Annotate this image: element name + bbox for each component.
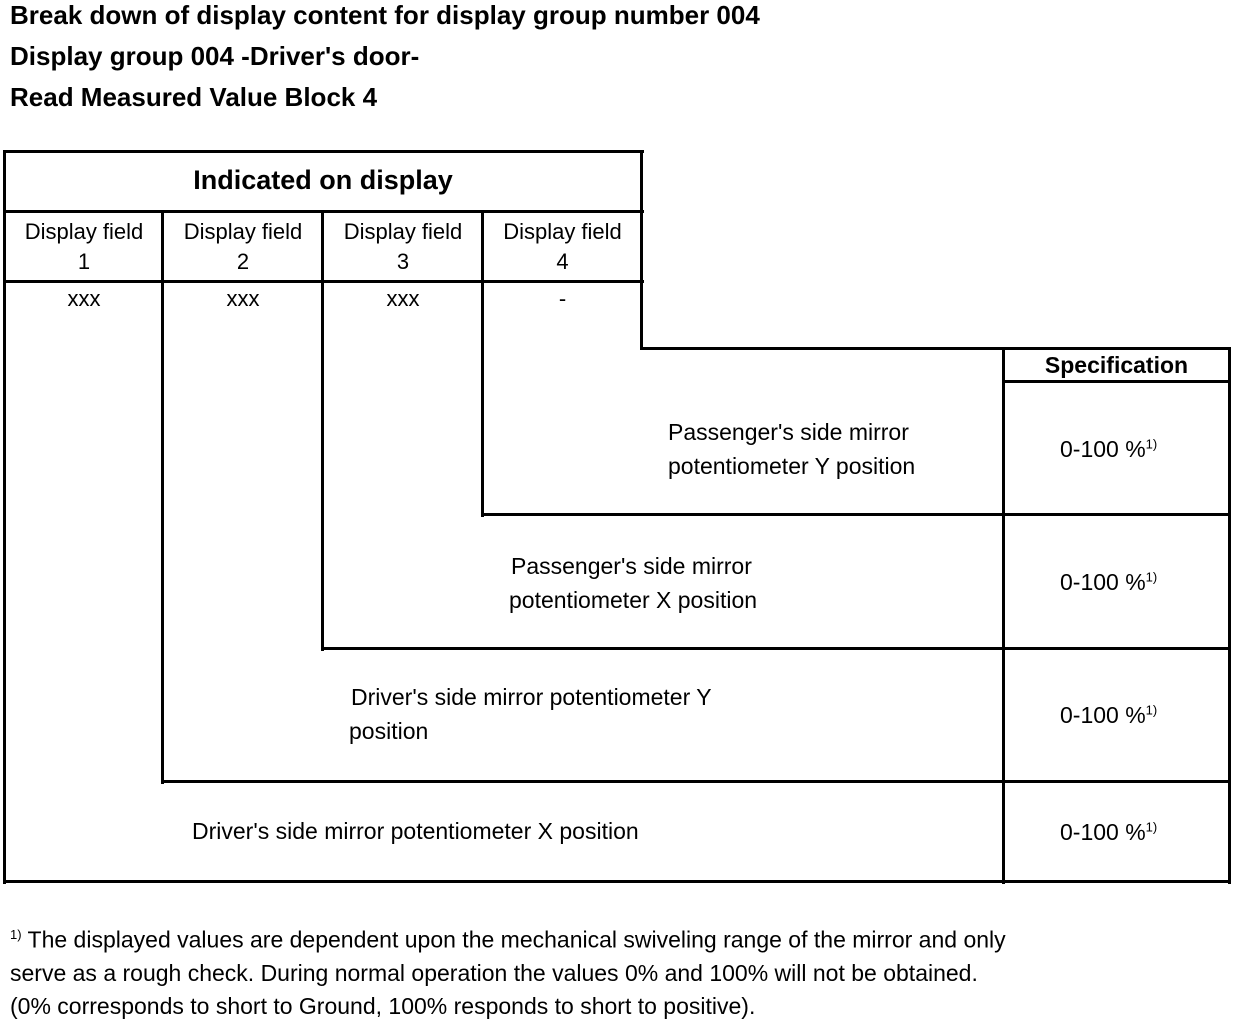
row-field-1-desc: Driver's side mirror potentiometer X position	[192, 818, 639, 844]
field-4-header: Display field 4	[503, 219, 622, 274]
field-4-value: -	[558, 286, 567, 311]
row-field-2-desc: Driver's side mirror potentiometer Y position	[349, 684, 712, 744]
row-field-4-desc: Passenger's side mirror potentiometer Y position	[668, 419, 916, 479]
field-2-value: xxx	[226, 286, 260, 311]
footnote: $^{1)}$ The displayed values are dependent upon the mechanical swiveling range of the mirror and only serve as a rough check. During normal operation the values 0% and 100% will not be obtained. (0% corresponds to short to Ground, 100% responds to short to positive).	[10, 926, 1006, 1019]
field-1-value: xxx	[67, 286, 101, 311]
row-field-1-spec: 0-100 %$^{1)}$	[1060, 819, 1158, 845]
subtitle: Display group 004 -Driver's door-	[10, 41, 420, 71]
field-3-value: xxx	[386, 286, 420, 311]
row-field-4-spec: 0-100 %$^{1)}$	[1060, 436, 1158, 462]
row-field-3-desc: Passenger's side mirror potentiometer X position	[509, 553, 758, 613]
table-header: Indicated on display	[193, 165, 453, 195]
spec-header: Specification	[1044, 352, 1189, 378]
page-title: Break down of display content for display group number 004	[10, 0, 760, 30]
block-title: Read Measured Value Block 4	[10, 82, 378, 112]
row-field-3-spec: 0-100 %$^{1)}$	[1060, 569, 1158, 595]
field-2-header: Display field 2	[183, 219, 303, 274]
field-3-header: Display field 3	[343, 219, 463, 274]
field-1-header: Display field 1	[24, 219, 144, 274]
row-field-2-spec: 0-100 %$^{1)}$	[1060, 702, 1158, 728]
